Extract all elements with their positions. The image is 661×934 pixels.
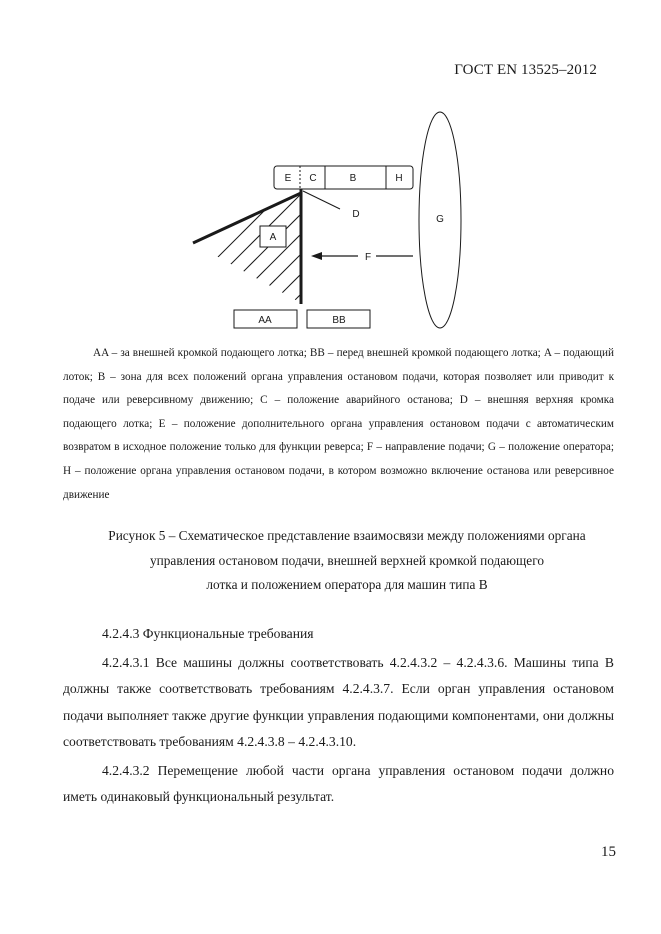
label-a: A (269, 232, 277, 243)
label-g: G (436, 214, 444, 225)
section-heading: 4.2.4.3 Функциональные требования (102, 626, 314, 641)
figure-legend-text: AA – за внешней кромкой подающего лотка; BB – перед внешней кромкой подающего лотка; A – подающий лоток; B – зона для всех положений органа управления остановом подачи, которая позволяет или приводит к подаче или реверсивному движению; C – положение аварийного останова; D – внешняя верхняя кромка подающего лотка; E – положение дополнительного органа управления остановом подачи с автоматическим возвратом в исходное положение только для функции реверса; F – направление подачи; G – положение оператора; H – положение органа управления остановом подачи, в котором возможно включение останова или реверсивное движение (63, 347, 614, 501)
label-h: H (395, 173, 403, 184)
page-number: 15 (601, 844, 616, 860)
figure-caption (63, 524, 631, 598)
label-e: E (284, 173, 292, 184)
figure-caption-line-1: Рисунок 5 – Схематическое представление взаимосвязи между положениями органа (108, 528, 586, 543)
paragraph-4-2-4-3-1: 4.2.4.3.1 Все машины должны соответствовать 4.2.4.3.2 – 4.2.4.3.6. Машины типа B должны также соответствовать требованиям 4.2.4.3.7. Если орган управления остановом подачи выполняет также другие функции управления подающими компонентами, они должны соответствовать требованиям 4.2.4.3.8 – 4.2.4.3.10. (63, 655, 614, 750)
label-bb: BB (332, 315, 346, 326)
document-code-header: ГОСТ EN 13525–2012 (454, 62, 597, 78)
label-aa: AA (258, 315, 272, 326)
label-c: C (309, 173, 317, 184)
feed-stop-diagram (0, 0, 661, 340)
label-f: F (364, 252, 372, 263)
label-d: D (352, 209, 360, 220)
figure-legend (63, 342, 614, 507)
feed-arrow-head (311, 252, 322, 260)
figure-caption-line-3: лотка и положением оператора для машин типа B (206, 577, 488, 593)
control-bar-outline (274, 166, 413, 189)
figure-caption-line-2: управления остановом подачи, внешней верхней кромкой подающего (150, 552, 544, 568)
leader-d (303, 191, 340, 209)
paragraph-4-2-4-3-2: 4.2.4.3.2 Перемещение любой части органа управления остановом подачи должно иметь одинаковый функциональный результат. (63, 763, 614, 805)
label-b: B (349, 173, 357, 184)
